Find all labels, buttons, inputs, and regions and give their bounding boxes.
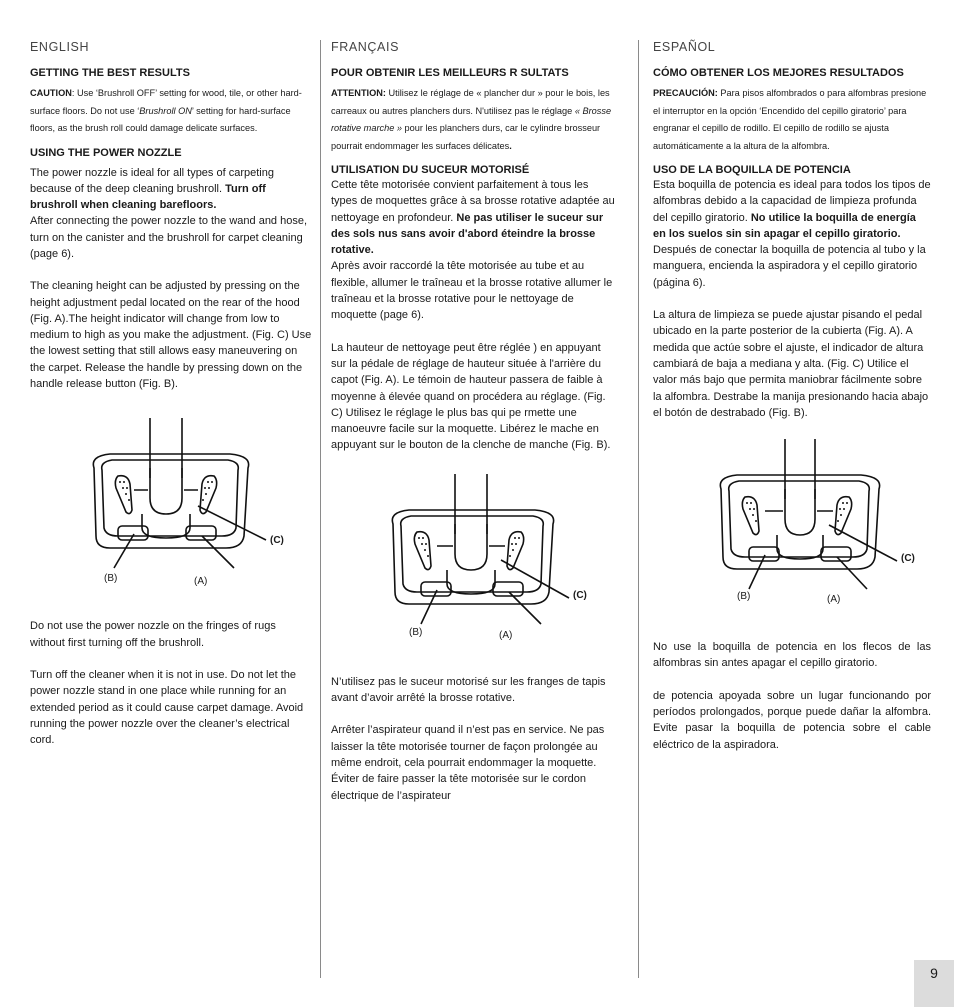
figure-label-b: (B) — [409, 626, 423, 638]
paragraph: Esta boquilla de potencia es ideal para todos los tipos de alfombras debido a la capacidad de limpieza profunda del cepillo giratorio. No utilice la boquilla de energía en los suelos sin sin apagar el cepillo giratorio. — [653, 179, 931, 240]
paragraph: N’utilisez pas le suceur motorisé sur les franges de tapis avant d’avoir arrêté la brosse rotative. — [331, 675, 606, 705]
paragraph: No use la boquilla de potencia en los flecos de las alfombras sin antes apagar el cepillo giratorio. — [653, 641, 931, 670]
section-heading: GETTING THE BEST RESULTS — [30, 67, 190, 79]
power-nozzle-illustration — [331, 474, 601, 664]
section-heading: USO DE LA BOQUILLA DE POTENCIA — [653, 164, 851, 176]
figure-label-a: (A) — [499, 629, 513, 641]
figure-label-c: (C) — [270, 535, 284, 547]
section-heading: POUR OBTENIR LES MEILLEURS R SULTATS — [331, 67, 569, 79]
section-heading: UTILISATION DU SUCEUR MOTORISÉ — [331, 164, 530, 176]
figure-label-c: (C) — [901, 553, 915, 565]
power-nozzle-figure — [30, 418, 312, 608]
power-nozzle-illustration — [653, 439, 923, 629]
power-nozzle-figure — [653, 439, 931, 629]
column-divider-2 — [638, 40, 639, 978]
paragraph: de potencia apoyada sobre un lugar funcionando por períodos prolongados, porque puede dañar la alfombra. Evite pasar la boquilla de potencia sobre el cable eléctrico de la aspiradora. — [653, 689, 931, 751]
paragraph: Arrêter l’aspirateur quand il n’est pas en service. Ne pas laisser la tête motorisée tourner de façon prolongée au même endroit, cela pourrait endommager la moquette. Éviter de faire passer la tête motorisée sur le cordon électrique de l’aspirateur — [331, 724, 605, 802]
paragraph: Après avoir raccordé la tête motorisée au tube et au flexible, allumer le traîneau et la brosse rotative allumer le traîneau et la brosse rotative pour le nettoyage de moquette (page 6). — [331, 260, 613, 322]
paragraph: La hauteur de nettoyage peut être réglée ) en appuyant sur la pédale de réglage de hauteur située à l'arrière du capot (Fig. A). Le témoin de hauteur passera de faible à moyenne à élevée quand on procédera au réglage. (Fig. C) Utilisez le réglage le plus bas qui pe rmette une manoeuvre facile sur la moquette. Libérez le mache en appuyant sur le bouton de la clenche de manche (Fig. B). — [331, 341, 611, 452]
figure-label-a: (A) — [194, 576, 208, 588]
section-heading: USING THE POWER NOZZLE — [30, 146, 182, 159]
figure-label-a: (A) — [827, 594, 841, 606]
paragraph: Turn off the cleaner when it is not in use. Do not let the power nozzle stand in one place while running for an extended period as it could cause carpet damage. Avoid running the power nozzle over the cleaner’s electrical cord. — [30, 668, 304, 747]
page-number: 9 — [914, 960, 954, 1007]
power-nozzle-figure — [331, 474, 617, 664]
language-heading: ENGLISH — [30, 40, 90, 54]
figure-label-b: (B) — [104, 573, 118, 585]
spanish-column — [653, 40, 931, 753]
french-column — [331, 40, 617, 804]
attention-note: ATTENTION: Utilisez le réglage de « plancher dur » pour le bois, les carreaux ou autres planchers durs. N'utilisez pas le réglage « Brosse rotative marche » pour les planchers durs, car le cylindre brosseur pourrait endommager les surfaces délicates. — [331, 88, 612, 151]
power-nozzle-illustration — [30, 418, 290, 608]
paragraph: Cette tête motorisée convient parfaitement à tous les types de moquettes grâce à sa brosse rotative adaptée au nettoyage en profondeur. Ne pas utiliser le suceur sur des sols nus sans avoir d'abord éteindre la brosse rotative. — [331, 179, 615, 257]
paragraph: The power nozzle is ideal for all types of carpeting because of the deep cleaning brushroll. Turn off brushroll when cleaning barefloors. — [30, 166, 274, 212]
language-heading: ESPAÑOL — [653, 40, 716, 54]
language-heading: FRANÇAIS — [331, 40, 400, 54]
figure-label-b: (B) — [737, 591, 751, 603]
paragraph: The cleaning height can be adjusted by pressing on the height adjustment pedal located on the rear of the hood (Fig. A).The height indicator will change from low to medium to high as you make the adjustment. (Fig. C) Use the lowest setting that still allows easy maneuvering on the carpet. Release the handle by pressing down on the handle release button (Fig. B). — [30, 280, 312, 391]
english-column — [30, 40, 312, 748]
column-divider-1 — [320, 40, 321, 978]
section-heading: CÓMO OBTENER LOS MEJORES RESULTADOS — [653, 67, 904, 79]
precaution-note: PRECAUCIÓN: Para pisos alfombrados o para alfombras presione el interruptor en la opción ‘Encendido del cepillo giratorio’ para engranar el cepillo de rodillo. El cepillo de rodillo se ajusta automáticamente a la altura de la alfombra. — [653, 88, 927, 151]
paragraph: After connecting the power nozzle to the wand and hose, turn on the canister and the brushroll for carpet cleaning (page 6). — [30, 215, 308, 260]
paragraph: Después de conectar la boquilla de potencia al tubo y la manguera, encienda la aspiradora y el cepillo giratorio (página 6). — [653, 244, 926, 289]
caution-note: CAUTION: Use ‘Brushroll OFF’ setting for wood, tile, or other hard-surface floors. Do not use ‘Brushroll ON’ setting for hard-surface floors, as the brush roll could damage delicate surfaces. — [30, 88, 302, 133]
paragraph: La altura de limpieza se puede ajustar pisando el pedal ubicado en la parte posterior de la cubierta (Fig. A). A medida que actúe sobre el ajuste, el indicador de altura cambiará de baja a mediana y alta. (Fig. C) Utilice el valor más bajo que permita maniobrar fácilmente sobre la alfombra. Destrabe la manija presionando hacia abajo el botón de destrabado (Fig. B). — [653, 309, 929, 419]
figure-label-c: (C) — [573, 589, 587, 601]
paragraph: Do not use the power nozzle on the fringes of rugs without first turning off the brushroll. — [30, 620, 276, 649]
